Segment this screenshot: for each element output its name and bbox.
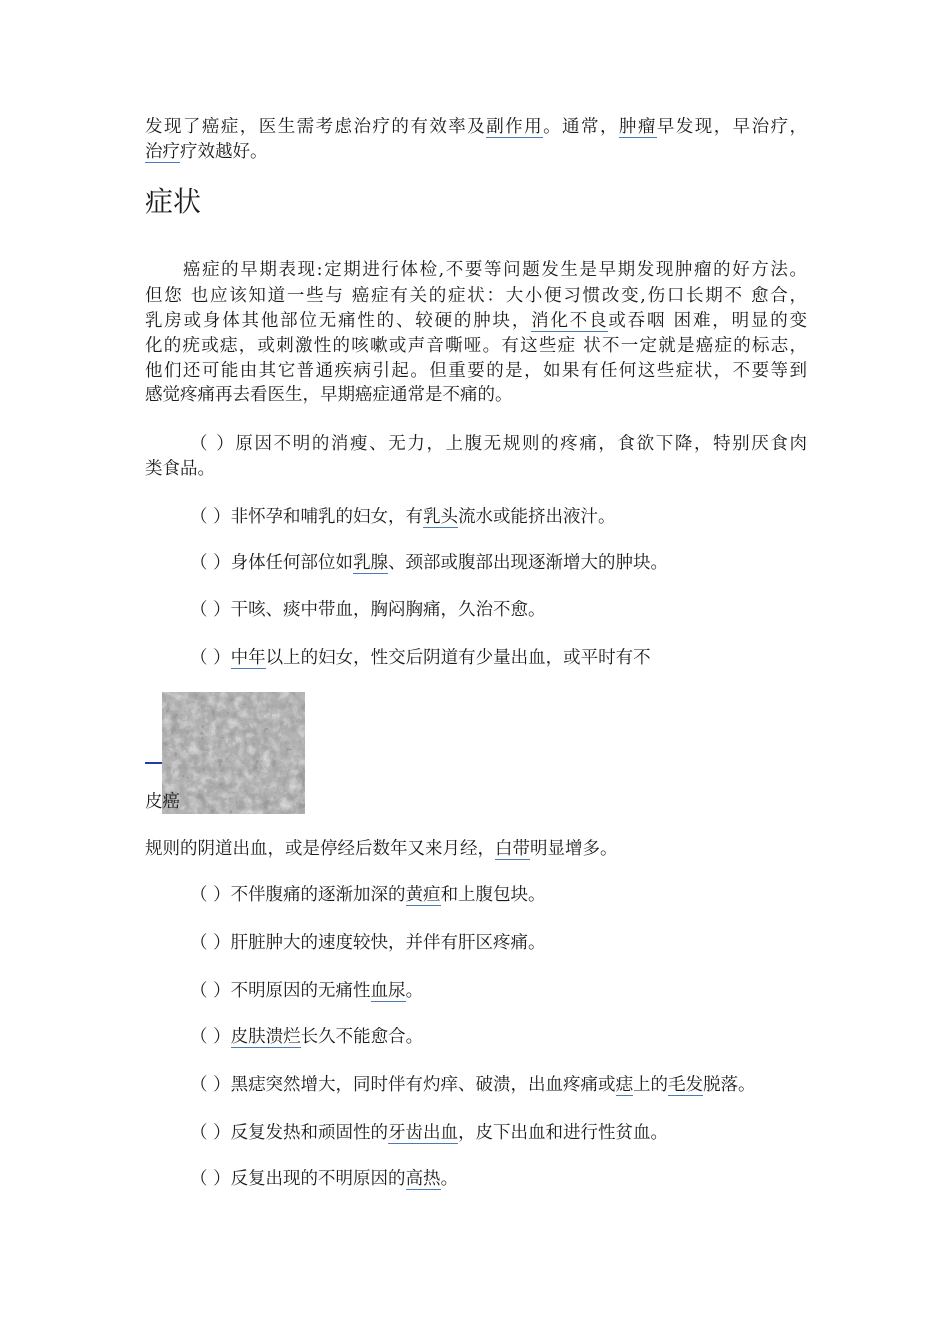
para-line-5: 他们还可能由其它普通疾病引起。但重要的是，如果有任何这些症状，不要等到 <box>145 361 807 381</box>
para-text: 乳房或身体其他部位无痛性的、较硬的肿块， <box>145 311 532 331</box>
para-text: 或吞咽 困难，明显的变 <box>608 311 808 331</box>
item-text: （ ）反复发热和顽固性的 <box>190 1123 389 1143</box>
item-text: （ ）不伴腹痛的逐渐加深的 <box>190 885 406 905</box>
para-line-6: 感觉疼痛再去看医生，早期癌症通常是不痛的。 <box>145 385 513 405</box>
link-hematuria[interactable]: 血尿 <box>370 981 406 1001</box>
item-text: 规则的阴道出血，或是停经后数年又来月经， <box>145 839 495 859</box>
section-heading-symptoms: 症状 <box>145 185 202 218</box>
item-text: 明显增多。 <box>530 839 618 859</box>
para-line-1: 癌症的早期表现:定期进行体检,不要等问题发生是早期发现肿瘤的好方法。 <box>183 260 807 280</box>
symptom-item-3 <box>190 551 668 575</box>
symptom-item-6 <box>190 883 546 907</box>
item-text: 上的 <box>633 1075 669 1095</box>
link-skin-ulcer[interactable]: 皮肤溃烂 <box>230 1027 301 1047</box>
symptom-item-4: （ ）干咳、痰中带血，胸闷胸痛，久治不愈。 <box>190 600 546 620</box>
para-line-2: 但您 也应该知道一些与 癌症有关的症状：大小便习惯改变,伤口长期不 愈合， <box>145 286 807 306</box>
link-mole[interactable]: 痣 <box>615 1075 634 1095</box>
intro-line-2 <box>145 140 268 164</box>
image-caption: 皮癌 <box>145 792 180 812</box>
symptom-item-8 <box>190 979 423 1003</box>
item-text: （ ）反复出现的不明原因的 <box>190 1169 406 1189</box>
item-text: 脱落。 <box>703 1075 756 1095</box>
item-text: （ ） <box>190 648 231 668</box>
item-text: （ ）非怀孕和哺乳的妇女，有 <box>190 507 424 527</box>
para-line-3 <box>145 309 807 333</box>
symptom-item-10 <box>190 1073 756 1097</box>
symptom-item-1-cont: 类食品。 <box>145 459 215 479</box>
symptom-item-5-cont <box>145 837 618 861</box>
image-link-marker[interactable] <box>145 762 163 764</box>
item-text: 和上腹包块。 <box>440 885 546 905</box>
symptom-item-9 <box>190 1025 423 1049</box>
symptom-item-1: （ ）原因不明的消瘦、无力，上腹无规则的疼痛，食欲下降，特别厌食肉 <box>190 434 807 454</box>
item-text: 。 <box>440 1169 459 1189</box>
item-text: 以上的妇女，性交后阴道有少量出血，或平时有不 <box>265 648 651 668</box>
intro-text: 疗效越好。 <box>180 142 268 162</box>
skin-cancer-image[interactable] <box>162 692 305 814</box>
link-hair[interactable]: 毛发 <box>668 1075 704 1095</box>
link-middle-age[interactable]: 中年 <box>230 648 266 668</box>
intro-text: 早发现，早治疗， <box>656 117 808 137</box>
link-breast-gland[interactable]: 乳腺 <box>353 553 389 573</box>
link-leukorrhea[interactable]: 白带 <box>495 839 530 859</box>
link-indigestion[interactable]: 消化不良 <box>531 311 609 331</box>
item-text: 流水或能挤出液汁。 <box>458 507 616 527</box>
item-text: 。 <box>405 981 424 1001</box>
intro-line-1 <box>145 115 807 139</box>
link-high-fever[interactable]: 高热 <box>405 1169 441 1189</box>
link-nipple[interactable]: 乳头 <box>423 507 459 527</box>
link-side-effect[interactable]: 副作用 <box>486 117 544 137</box>
microscopy-texture <box>162 692 305 814</box>
intro-text: 发现了癌症，医生需考虑治疗的有效率及 <box>145 117 487 137</box>
item-text: （ ）黑痣突然增大，同时伴有灼痒、破溃，出血疼痛或 <box>190 1075 616 1095</box>
link-gum-bleeding[interactable]: 牙齿出血 <box>388 1123 459 1143</box>
item-text: （ ）不明原因的无痛性 <box>190 981 371 1001</box>
item-text: 、颈部或腹部出现逐渐增大的肿块。 <box>388 553 669 573</box>
link-jaundice[interactable]: 黄疸 <box>405 885 441 905</box>
symptom-item-5 <box>190 646 651 670</box>
symptom-item-11 <box>190 1121 668 1145</box>
item-text: （ ） <box>190 1027 231 1047</box>
link-tumor[interactable]: 肿瘤 <box>618 117 657 137</box>
link-treatment[interactable]: 治疗 <box>145 142 180 162</box>
item-text: （ ）身体任何部位如 <box>190 553 354 573</box>
symptom-item-12 <box>190 1167 458 1191</box>
item-text: ，皮下出血和进行性贫血。 <box>458 1123 669 1143</box>
item-text: 长久不能愈合。 <box>300 1027 424 1047</box>
symptom-item-7: （ ）肝脏肿大的速度较快，并伴有肝区疼痛。 <box>190 933 546 953</box>
para-line-4: 化的疣或痣，或刺激性的咳嗽或声音嘶哑。有这些症 状不一定就是癌症的标志， <box>145 336 807 356</box>
intro-text: 。通常， <box>543 117 619 137</box>
symptom-item-2 <box>190 505 616 529</box>
